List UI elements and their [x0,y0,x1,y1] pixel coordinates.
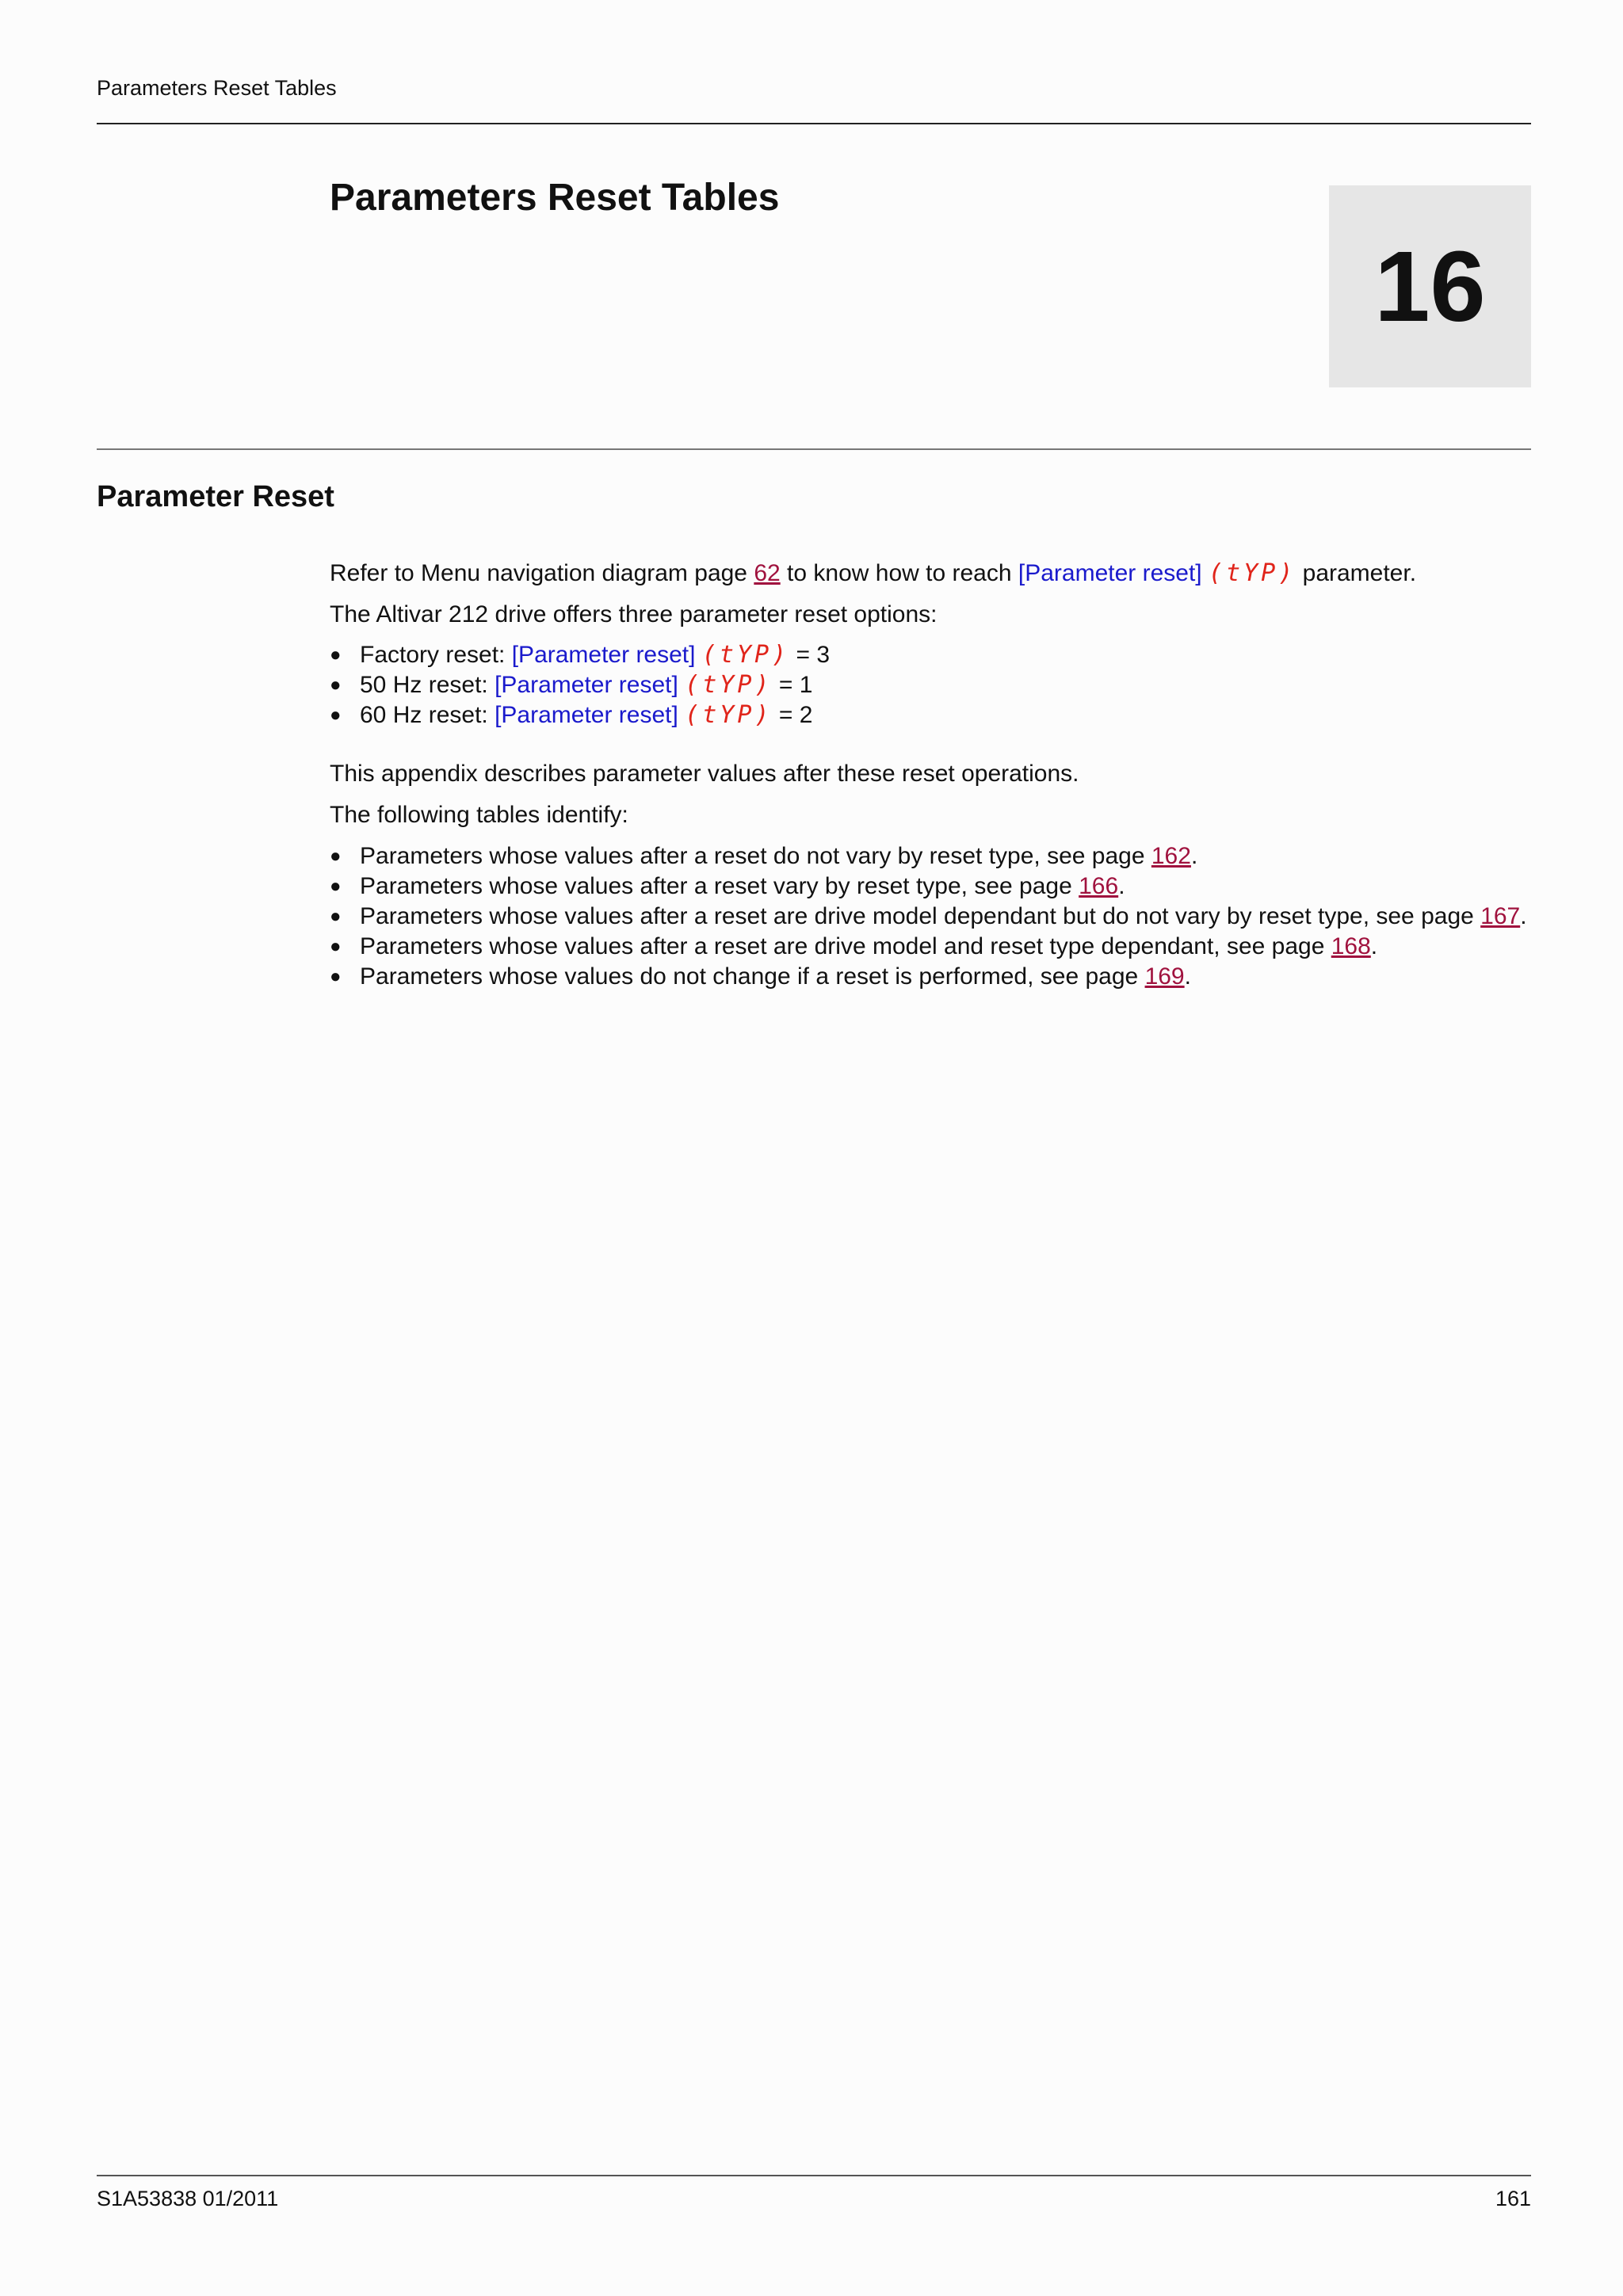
tables-intro: The following tables identify: [330,802,628,828]
page-link-162[interactable]: 162 [1151,843,1191,869]
list-item [330,902,1531,932]
list-item [330,962,1531,992]
list-item [330,700,1531,730]
option-label: 50 Hz reset: [360,672,495,698]
intro-text-c: parameter. [1296,560,1417,586]
intro-text-a: Refer to Menu navigation diagram page [330,560,754,586]
parameter-code: (tYP) [701,641,790,669]
page-link-166[interactable]: 166 [1079,873,1119,899]
list-item [330,932,1531,962]
page-link-169[interactable]: 169 [1144,963,1185,990]
parameter-code: (tYP) [685,671,773,699]
page-number: 161 [1495,2187,1531,2210]
ref-end: . [1190,843,1198,869]
ref-end: . [1118,873,1125,899]
page-link-167[interactable]: 167 [1480,903,1521,929]
footer-divider [97,2175,1531,2176]
parameter-name: [Parameter reset] [495,702,678,728]
ref-text: Parameters whose values after a reset are drive model dependant but do not vary by reset type, see page [360,903,1481,929]
option-value: = 3 [789,642,831,668]
ref-text: Parameters whose values after a reset are drive model and reset type dependant, see page [360,933,1331,959]
list-item [330,640,1531,670]
option-label: Factory reset: [360,642,512,668]
document-reference: S1A53838 01/2011 [97,2187,279,2210]
section-divider [97,448,1531,450]
appendix-description: This appendix describes parameter values after these reset operations. [330,761,1079,787]
parameter-name: [Parameter reset] [495,672,678,698]
ref-end: . [1520,903,1527,929]
page-link-62[interactable]: 62 [754,560,781,586]
section-title: Parameter Reset [97,480,334,513]
options-intro: The Altivar 212 drive offers three parameter reset options: [330,601,938,627]
parameter-code: (tYP) [685,701,773,729]
chapter-number: 16 [1374,231,1486,342]
chapter-title: Parameters Reset Tables [330,177,780,219]
page-link-168[interactable]: 168 [1331,933,1371,959]
parameter-name: [Parameter reset] [511,642,696,668]
option-label: 60 Hz reset: [360,702,495,728]
reset-options-list [330,640,1531,730]
intro-paragraph [330,559,1531,589]
list-item [330,871,1531,902]
chapter-number-box [1329,185,1531,387]
parameter-code: (tYP) [1208,559,1296,587]
list-item [330,841,1531,871]
intro-text-b: to know how to reach [780,560,1018,586]
header-divider [97,123,1531,124]
ref-end: . [1370,933,1378,959]
option-value: = 1 [772,672,813,698]
ref-text: Parameters whose values do not change if a reset is performed, see page [360,963,1145,990]
parameter-name: [Parameter reset] [1018,560,1202,586]
running-header: Parameters Reset Tables [97,76,337,100]
ref-text: Parameters whose values after a reset do not vary by reset type, see page [360,843,1151,869]
table-refs-list [330,841,1531,992]
ref-end: . [1184,963,1191,990]
list-item [330,670,1531,700]
option-value: = 2 [772,702,813,728]
ref-text: Parameters whose values after a reset vary by reset type, see page [360,873,1079,899]
